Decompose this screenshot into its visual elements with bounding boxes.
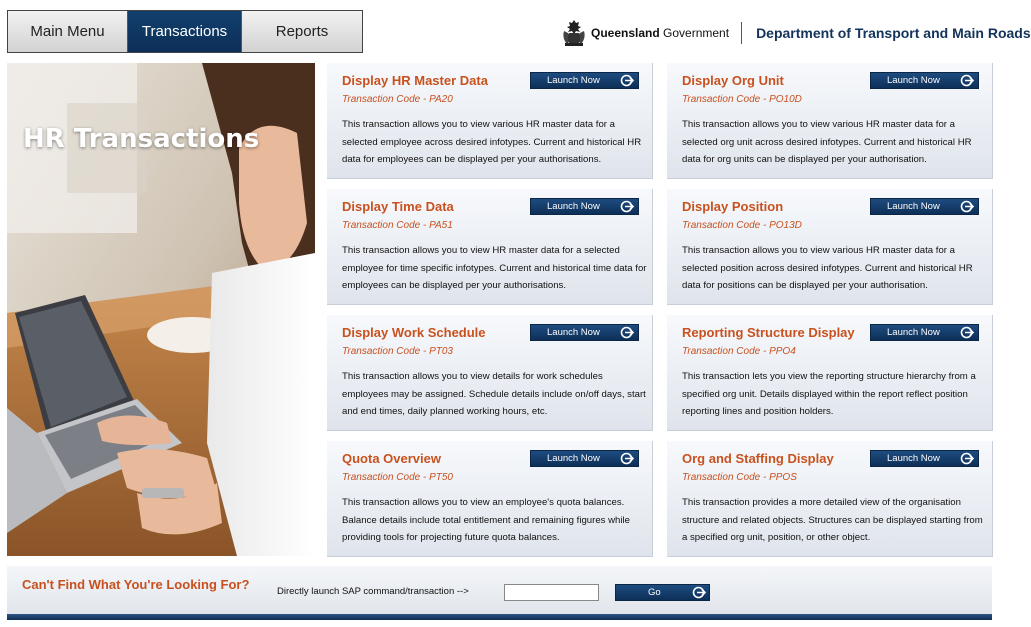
transaction-card-hr-master-data [327, 63, 653, 179]
launch-now-button[interactable] [870, 198, 979, 215]
card-description: This transaction allows you to view an employee's quota balances. Balance details include total entitlement and remaining figures while providing tools for projecting future quota balances. [342, 497, 630, 543]
transaction-card-quota-overview [327, 441, 653, 557]
tab-reports[interactable]: Reports [242, 11, 362, 52]
tab-main-menu[interactable]: Main Menu [8, 11, 128, 52]
card-transaction-code: Transaction Code - PO13D [682, 220, 802, 231]
department-name: Department of Transport and Main Roads [756, 25, 1031, 41]
card-title: Quota Overview [342, 451, 441, 466]
card-title: Display Org Unit [682, 73, 784, 88]
launch-arrow-icon [692, 586, 706, 599]
bottom-bar [7, 566, 992, 614]
launch-label: Launch Now [547, 75, 600, 86]
card-title: Display Work Schedule [342, 325, 486, 340]
launch-now-button[interactable] [530, 324, 639, 341]
card-transaction-code: Transaction Code - PA20 [342, 94, 453, 105]
header-brand [561, 18, 1031, 48]
hero-image [7, 63, 315, 556]
card-transaction-code: Transaction Code - PA51 [342, 220, 453, 231]
card-transaction-code: Transaction Code - PT03 [342, 346, 453, 357]
card-description: This transaction allows you to view various HR master data for a selected org unit across desired infotypes. Current and historical HR data for org units can be displayed per your authorisation. [682, 119, 972, 165]
launch-now-button[interactable] [530, 198, 639, 215]
card-description: This transaction allows you to view details for work schedules employees may be assigned. Schedule details include on/off days, start and end times, daily planned working hours, etc. [342, 371, 646, 417]
transaction-card-work-schedule [327, 315, 653, 431]
transaction-card-reporting-structure [667, 315, 993, 431]
bottom-strip [7, 614, 992, 620]
card-transaction-code: Transaction Code - PO10D [682, 94, 802, 105]
go-button[interactable] [615, 584, 710, 601]
launch-label: Launch Now [547, 327, 600, 338]
transaction-card-position [667, 189, 993, 305]
launch-label: Launch Now [547, 201, 600, 212]
hero-title: HR Transactions [23, 124, 260, 154]
card-title: Org and Staffing Display [682, 451, 834, 466]
card-description: This transaction lets you view the reporting structure hierarchy from a specified org unit. Details displayed within the report reflect position reporting lines and position holders. [682, 371, 976, 417]
cant-find-heading: Can't Find What You're Looking For? [22, 577, 250, 592]
card-description: This transaction allows you to view various HR master data for a selected position across desired infotypes. Current and historical HR data for positions can be displayed per your authorisation. [682, 245, 973, 291]
launch-arrow-icon [960, 200, 974, 213]
card-description: This transaction provides a more detailed view of the organisation structure and related objects. Structures can be displayed starting from a specified org unit, position, or other object. [682, 497, 983, 543]
brand-divider [741, 22, 742, 44]
card-title: Display Position [682, 199, 784, 214]
launch-arrow-icon [960, 326, 974, 339]
sap-command-input[interactable] [504, 584, 599, 601]
queensland-government-wordmark: Queensland Government [591, 26, 730, 40]
transaction-card-time-data [327, 189, 653, 305]
card-title: Reporting Structure Display [682, 325, 855, 340]
launch-label: Launch Now [887, 453, 940, 464]
transaction-card-org-unit [667, 63, 993, 179]
launch-label: Launch Now [887, 327, 940, 338]
top-nav [7, 10, 363, 53]
launch-label: Launch Now [887, 75, 940, 86]
card-title: Display Time Data [342, 199, 454, 214]
direct-launch-label: Directly launch SAP command/transaction --> [277, 586, 469, 597]
launch-now-button[interactable] [870, 450, 979, 467]
card-transaction-code: Transaction Code - PPOS [682, 472, 797, 483]
launch-arrow-icon [960, 74, 974, 87]
launch-now-button[interactable] [870, 324, 979, 341]
launch-now-button[interactable] [870, 72, 979, 89]
launch-label: Launch Now [887, 201, 940, 212]
go-label: Go [648, 587, 661, 598]
launch-now-button[interactable] [530, 450, 639, 467]
launch-arrow-icon [620, 74, 634, 87]
card-transaction-code: Transaction Code - PT50 [342, 472, 453, 483]
card-description: This transaction allows you to view HR master data for a selected employee for time specific infotypes. Current and historical time data for employees can be displayed per your authorisations. [342, 245, 647, 291]
launch-now-button[interactable] [530, 72, 639, 89]
launch-arrow-icon [620, 326, 634, 339]
tab-transactions[interactable]: Transactions [128, 11, 242, 52]
launch-label: Launch Now [547, 453, 600, 464]
queensland-crest-icon [561, 19, 587, 47]
launch-arrow-icon [960, 452, 974, 465]
card-title: Display HR Master Data [342, 73, 488, 88]
launch-arrow-icon [620, 452, 634, 465]
transaction-card-org-staffing [667, 441, 993, 557]
card-description: This transaction allows you to view various HR master data for a selected employee across desired infotypes. Current and historical HR data for employees can be displayed per your authorisations. [342, 119, 642, 165]
launch-arrow-icon [620, 200, 634, 213]
card-transaction-code: Transaction Code - PPO4 [682, 346, 796, 357]
